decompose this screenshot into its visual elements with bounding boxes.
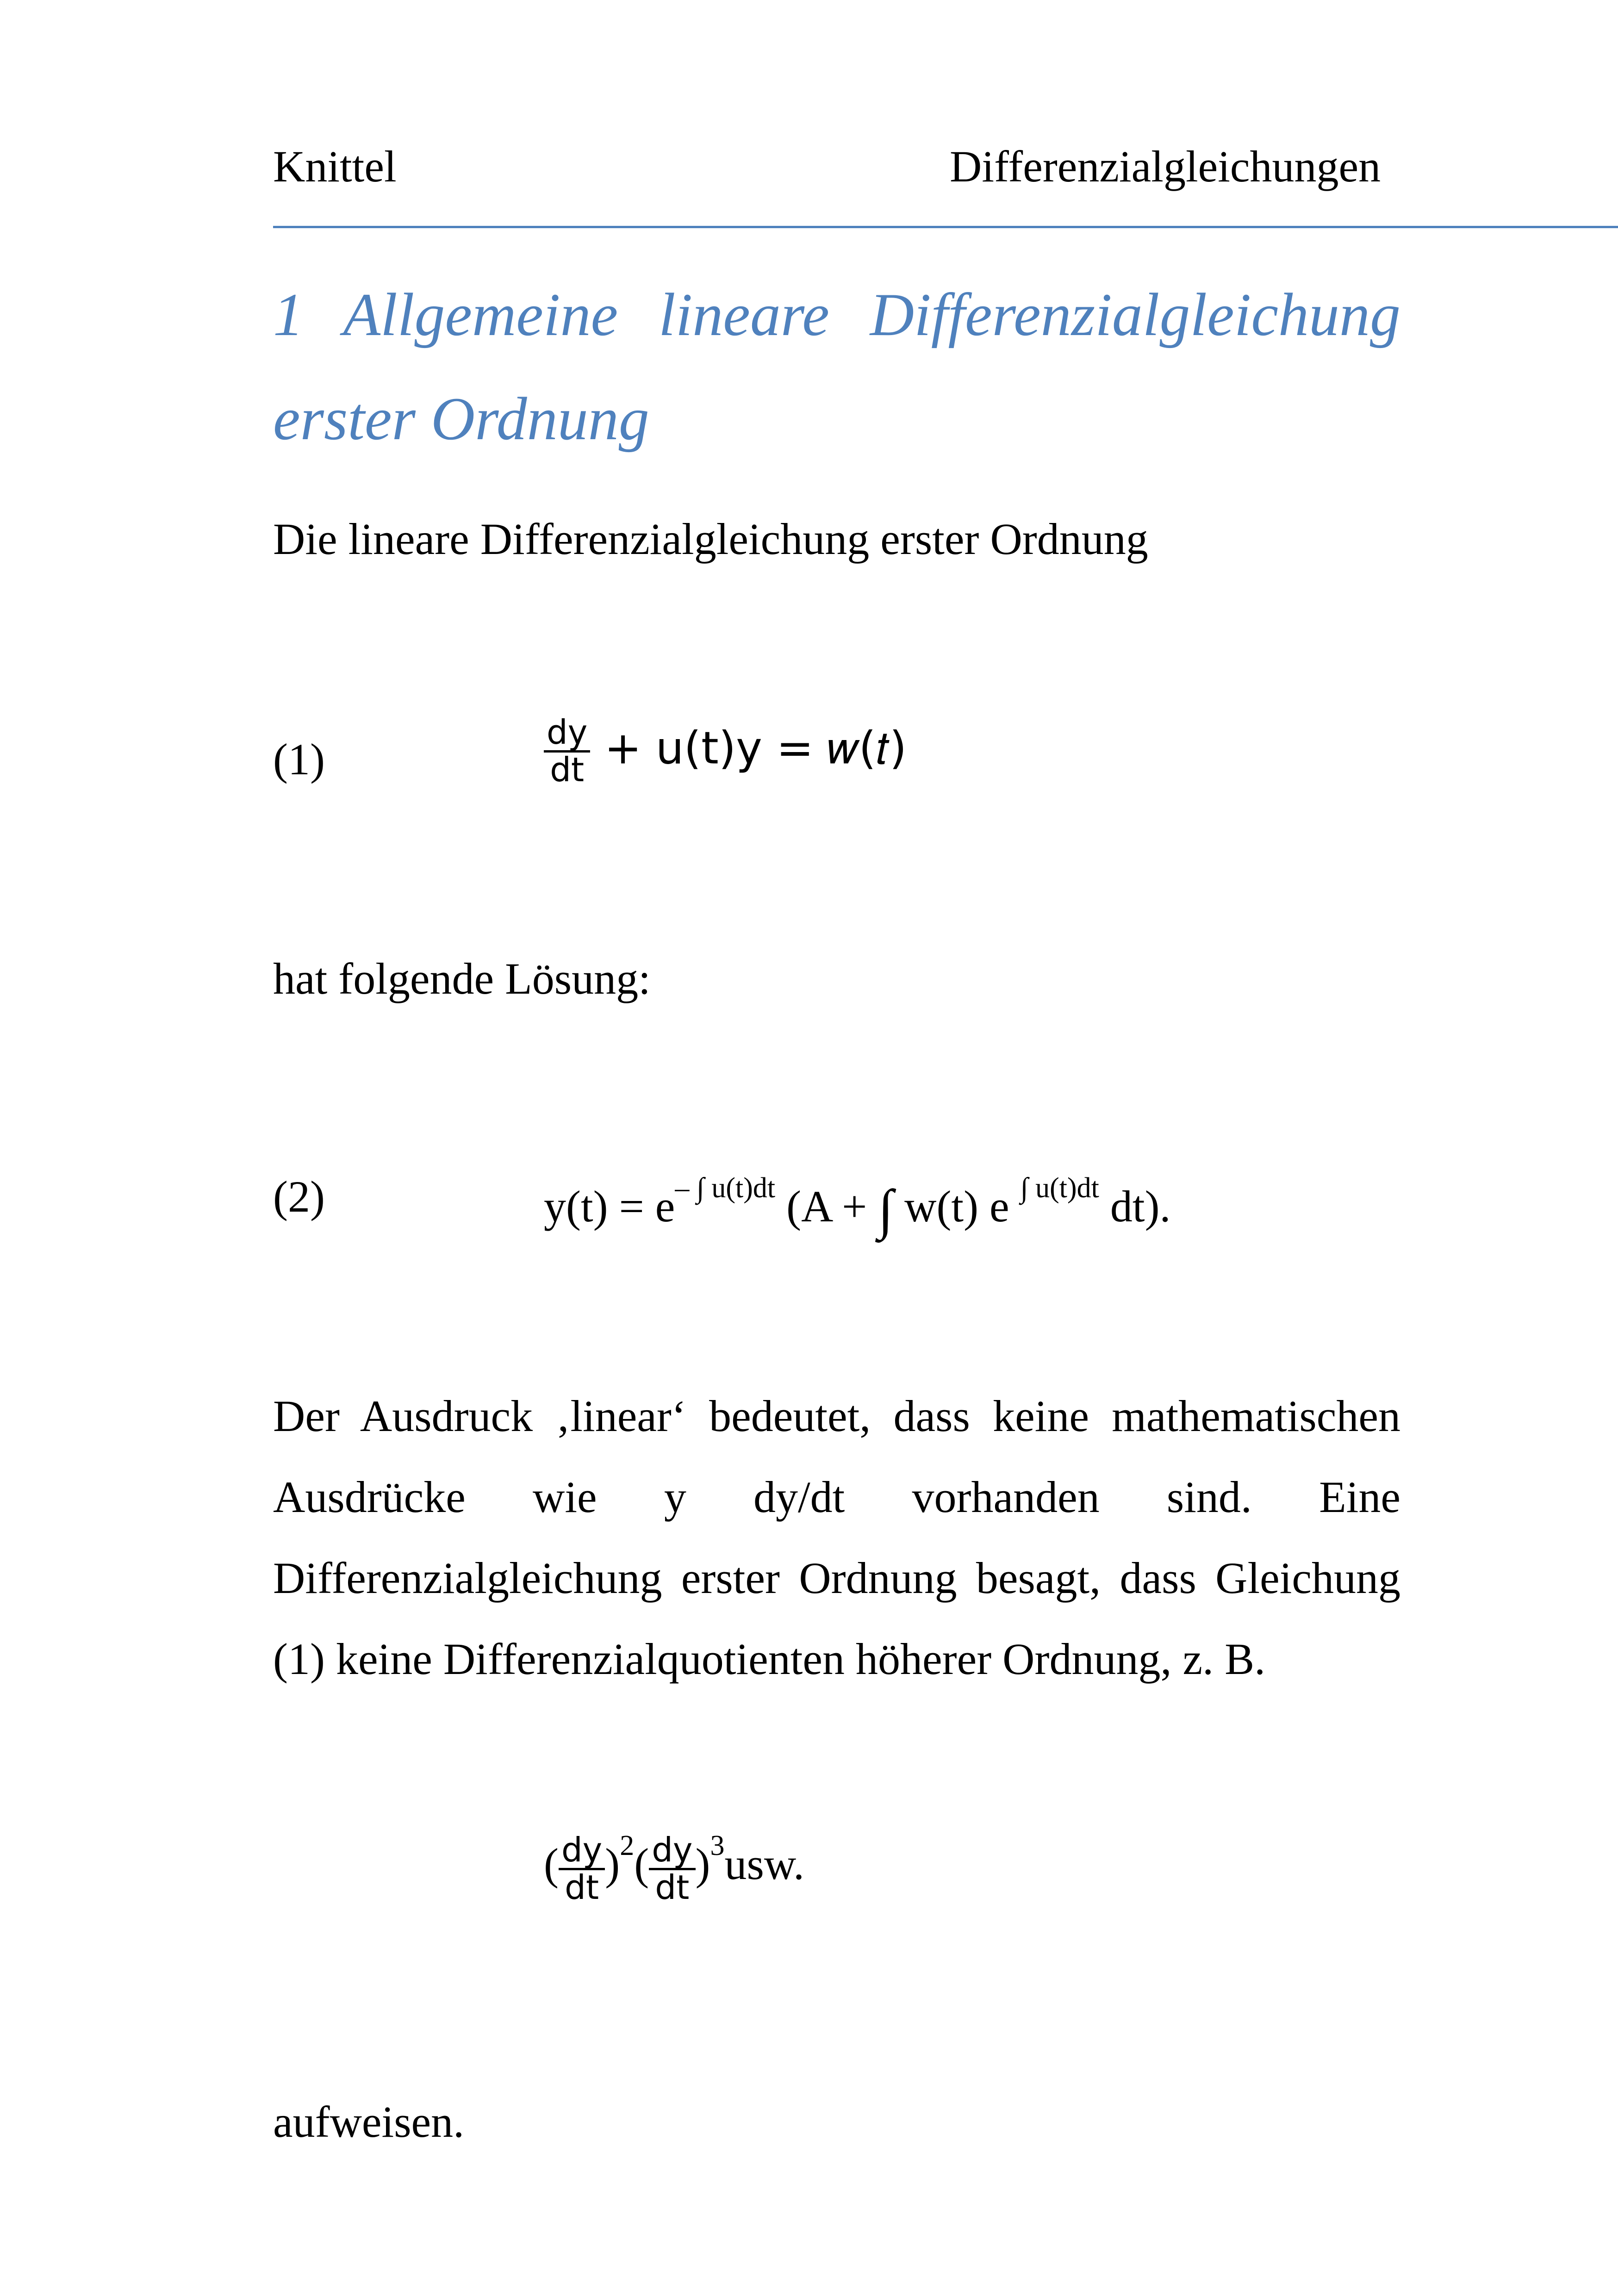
fraction-numerator: dy [559, 1833, 605, 1870]
equation-2-part: (A + [775, 1182, 878, 1231]
linear-paragraph-line1: Der Ausdruck ‚linear‘ bedeutet, dass keine mathematischen [273, 1391, 1400, 1441]
fraction-numerator: dy [544, 715, 590, 753]
equation-2-exponent-2: ∫ u(t)dt [1020, 1172, 1099, 1204]
equation-2 [544, 1171, 1171, 1240]
linear-paragraph-line2: Ausdrücke wie y dy/dt vorhanden sind. Eine [273, 1472, 1400, 1522]
fraction-denominator: dt [550, 750, 585, 789]
linear-paragraph-line3: Differenzialgleichung erster Ordnung besagt, dass Gleichung [273, 1553, 1400, 1603]
equation-1-fraction [544, 715, 590, 787]
equation-3-suffix: usw. [724, 1839, 804, 1889]
paren-close: ) [605, 1839, 620, 1889]
section-title-text: Allgemeine lineare Differenzialgleichung [343, 280, 1400, 348]
paren-close: ) [695, 1839, 710, 1889]
power-2: 2 [620, 1830, 635, 1862]
equation-2-part: w(t) e [893, 1182, 1021, 1231]
equation-1-label: (1) [273, 734, 325, 784]
paren-open: ( [634, 1839, 649, 1889]
power-3: 3 [710, 1830, 725, 1862]
closing-word: aufweisen. [273, 2097, 465, 2147]
section-number: 1 [273, 280, 304, 348]
fraction-denominator: dt [655, 1867, 690, 1907]
integral-sign: ∫ [878, 1178, 894, 1240]
intro-paragraph: Die lineare Differenzialgleichung erster Ordnung [273, 514, 1148, 564]
fraction-numerator: dy [649, 1833, 695, 1870]
equation-1 [544, 715, 907, 787]
header-divider [273, 226, 1618, 228]
equation-2-label: (2) [273, 1172, 325, 1221]
equation-3-fraction-2 [649, 1830, 695, 1907]
section-title-line2: erster Ordnung [273, 385, 649, 453]
section-title-line1 [273, 282, 1400, 347]
equation-2-lhs: y(t) = e [544, 1182, 675, 1231]
equation-2-exponent-1: – ∫ u(t)dt [675, 1172, 776, 1204]
solution-lead: hat folgende Lösung: [273, 954, 651, 1003]
equation-3 [544, 1830, 804, 1907]
equation-2-end: dt). [1099, 1182, 1171, 1231]
equation-3-fraction-1 [559, 1830, 605, 1907]
equation-1-rhs: + u(t)y = 𝑤(𝑡) [604, 722, 907, 774]
fraction-denominator: dt [565, 1867, 599, 1907]
header-author: Knittel [273, 142, 397, 191]
paren-open: ( [544, 1839, 559, 1889]
header-subject: Differenzialgleichungen [950, 142, 1381, 191]
linear-paragraph-line4: (1) keine Differenzialquotienten höherer Ordnung, z. B. [273, 1634, 1266, 1684]
